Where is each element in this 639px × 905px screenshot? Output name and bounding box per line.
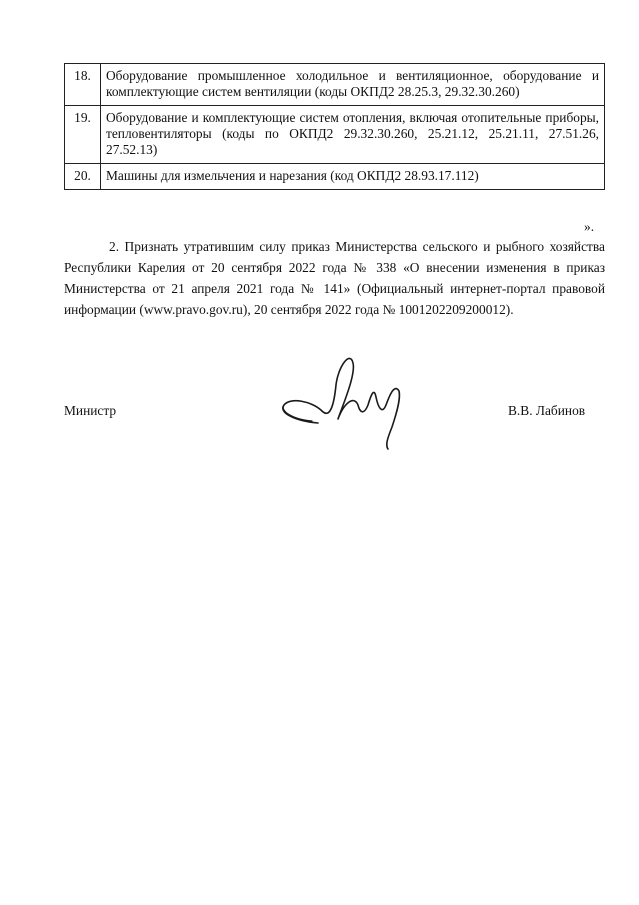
handwritten-signature [278, 345, 408, 450]
table-row [65, 106, 605, 164]
row-number: 20. [65, 164, 101, 190]
items-table [64, 63, 605, 190]
row-text: Оборудование промышленное холодильное и вентиляционное, оборудование и комплектующие систем вентиляции (коды ОКПД2 28.25.3, 29.32.30.260) [101, 64, 605, 106]
signatory-position: Министр [64, 403, 117, 418]
signatory-name: В.В. Лабинов [508, 403, 586, 418]
table-row [65, 164, 605, 190]
paragraph-2: 2. Признать утратившим силу приказ Министерства сельского и рыбного хозяйства Республики Карелия от 20 сентября 2022 года № 338 «О внесении изменения в приказ Министерства от 21 апреля 2021 года № 141» (Официальный интернет-портал правовой информации (www.pravo.gov.ru), 20 сентября 2022 года № 1001202209200012). [64, 239, 605, 317]
row-text: Оборудование и комплектующие систем отопления, включая отопительные приборы, тепловентиляторы (коды по ОКПД2 29.32.30.260, 25.21.12, 25.21.11, 27.51.26, 27.52.13) [101, 106, 605, 164]
row-number: 19. [65, 106, 101, 164]
row-text: Машины для измельчения и нарезания (код ОКПД2 28.93.17.112) [101, 164, 605, 190]
closing-quote: ». [584, 219, 595, 234]
row-number: 18. [65, 64, 101, 106]
table-row [65, 64, 605, 106]
